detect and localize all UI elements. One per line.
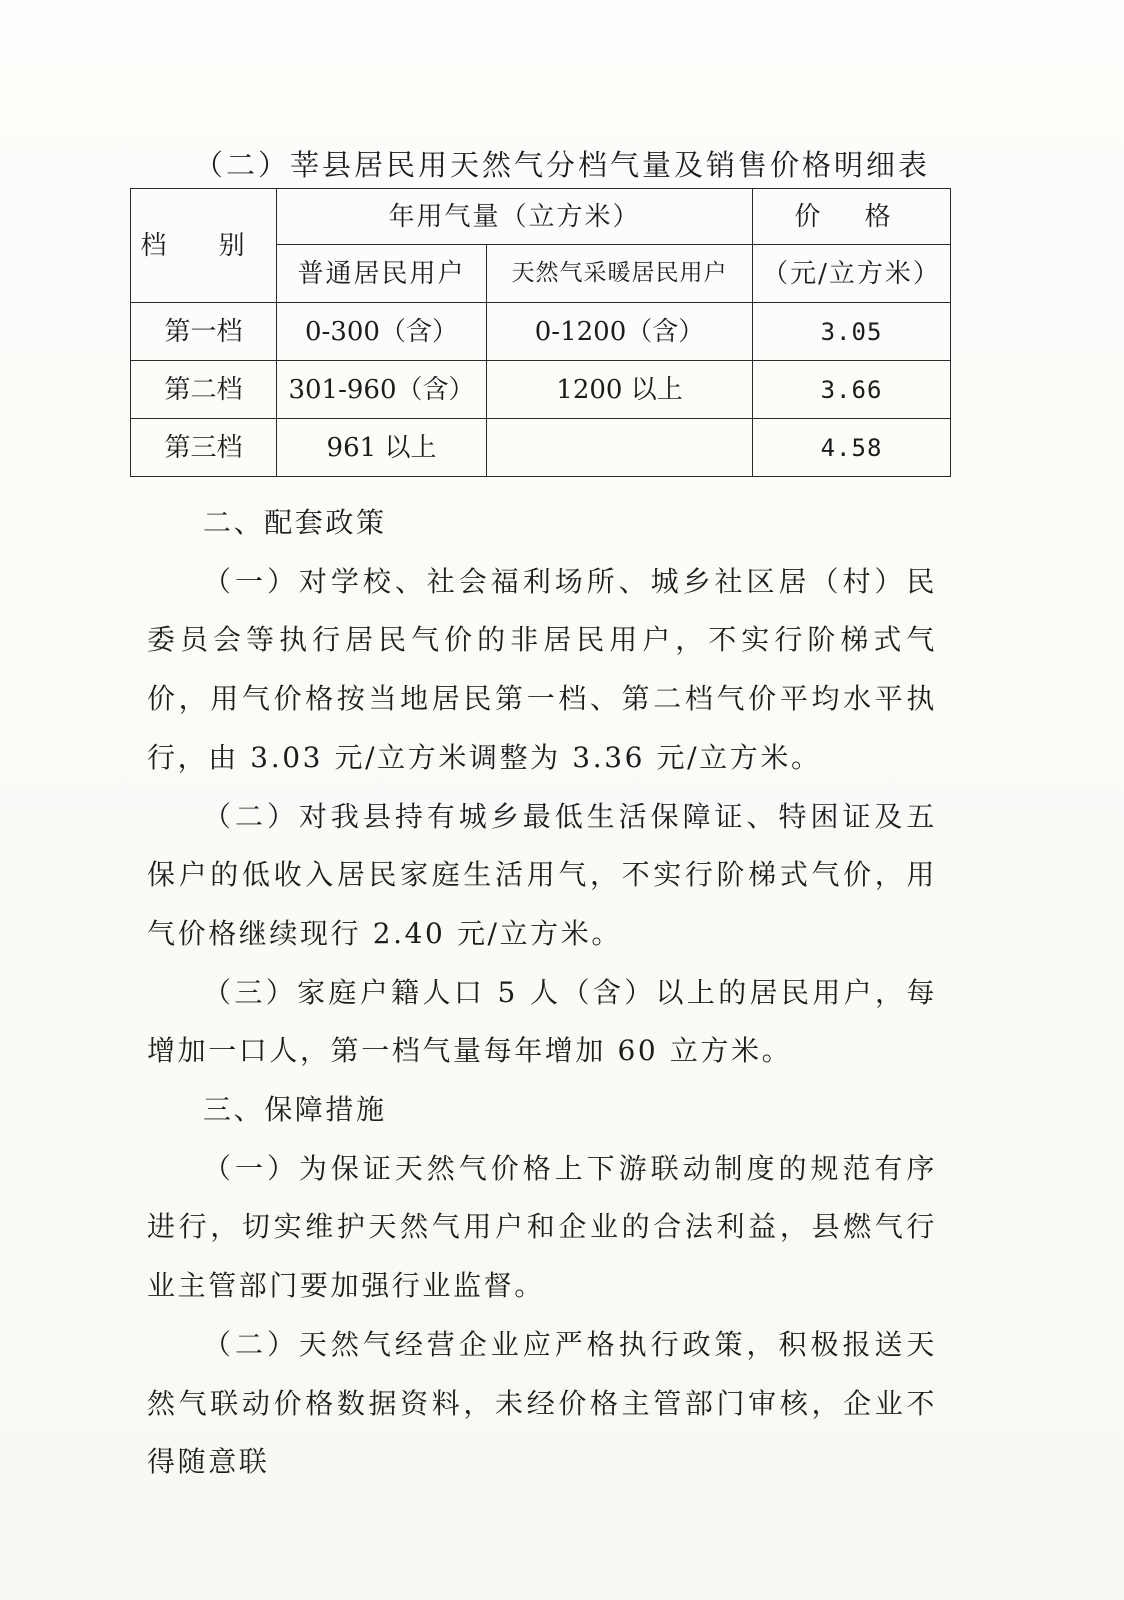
table-row xyxy=(131,361,951,419)
paragraph: （一）为保证天然气价格上下游联动制度的规范有序进行，切实维护天然气用户和企业的合法利益，县燃气行业主管部门要加强行业监督。 xyxy=(147,1151,937,1303)
regular-cell: 961 以上 xyxy=(277,419,487,477)
header-heating-users: 天然气采暖居民用户 xyxy=(487,245,753,303)
section-heading: 三、保障措施 xyxy=(203,1093,387,1127)
price-cell: 3.66 xyxy=(753,361,951,419)
section-heading: 二、配套政策 xyxy=(203,506,387,539)
tier-cell: 第一档 xyxy=(131,303,277,361)
heating-cell xyxy=(487,419,753,477)
paragraph: （三）家庭户籍人口 5 人（含）以上的居民用户，每增加一口人，第一档气量每年增加 60 立方米。 xyxy=(147,975,937,1068)
gas-price-table xyxy=(130,188,951,477)
table-header-row-1 xyxy=(131,189,951,245)
table-title: （二）莘县居民用天然气分档气量及销售价格明细表 xyxy=(193,148,930,182)
heating-cell: 1200 以上 xyxy=(487,361,753,419)
regular-cell: 0-300（含） xyxy=(277,303,487,361)
tier-cell: 第三档 xyxy=(131,419,277,477)
table-row xyxy=(131,419,951,477)
heating-cell: 0-1200（含） xyxy=(487,303,753,361)
header-price: 价 格 xyxy=(753,189,951,245)
paragraph: （一）对学校、社会福利场所、城乡社区居（村）民委员会等执行居民气价的非居民用户，不实行阶梯式气价，用气价格按当地居民第一档、第二档气价平均水平执行，由 3.03 元/立方米调整为 3.36 元/立方米。 xyxy=(147,564,937,774)
paragraph: （二）天然气经营企业应严格执行政策，积极报送天然气联动价格数据资料，未经价格主管部门审核，企业不得随意联 xyxy=(147,1327,937,1479)
body-text xyxy=(147,494,937,1492)
paragraph: （二）对我县持有城乡最低生活保障证、特困证及五保户的低收入居民家庭生活用气，不实行阶梯式气价，用气价格继续现行 2.40 元/立方米。 xyxy=(147,799,937,950)
header-regular-users: 普通居民用户 xyxy=(277,245,487,303)
header-price-unit: （元/立方米） xyxy=(753,245,951,303)
table-row xyxy=(131,303,951,361)
price-cell: 3.05 xyxy=(753,303,951,361)
regular-cell: 301-960（含） xyxy=(277,361,487,419)
price-cell: 4.58 xyxy=(753,419,951,477)
tier-cell: 第二档 xyxy=(131,361,277,419)
header-annual-usage: 年用气量（立方米） xyxy=(277,189,753,245)
header-tier: 档 别 xyxy=(131,189,277,303)
